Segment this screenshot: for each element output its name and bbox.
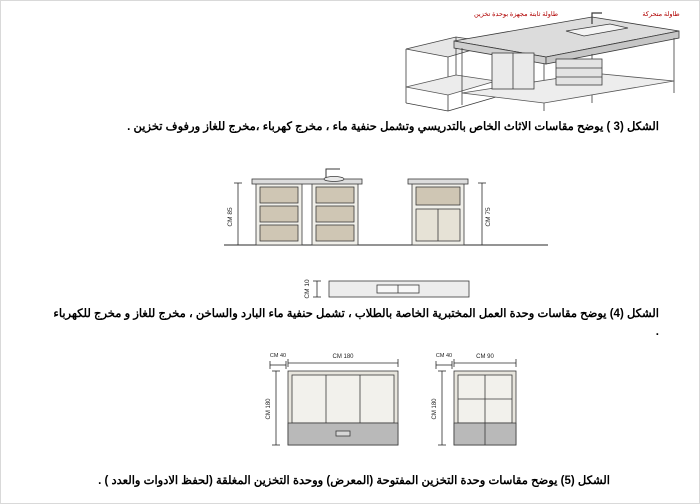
figure-5-left-depth-label: 40 CM: [269, 353, 287, 359]
figure-4-right-height-label: 75 CM: [485, 207, 492, 227]
figure-5-left-height-label: 180 CM: [266, 398, 272, 420]
figure-5-right-width-label: 90 CM: [476, 354, 494, 360]
figure-5-caption: [49, 473, 659, 491]
figure-5-svg: [246, 349, 546, 467]
figure-4-svg: [216, 161, 556, 271]
figure-5-illustration: [246, 349, 546, 467]
figure-4-illustration: [216, 161, 556, 271]
figure-3-caption-text: الشكل (3 ) يوضح مقاسات الاثاث الخاص بالتدريسي وتشمل حنفية ماء ، مخرج كهرباء ،مخرج للغاز ورفوف تخزين .: [127, 121, 659, 133]
figure-4-caption-text: الشكل (4) يوضح مقاسات وحدة العمل المختبرية الخاصة بالطلاب ، تشمل حنفية ماء البارد والساخن ، مخرج للغاز و مخرج للكهرباء .: [53, 308, 659, 338]
figure-4-plan-svg: [281, 273, 511, 309]
figure-3-left-title: طاولة ثابتة مجهزة بوحدة تخزين: [473, 11, 559, 18]
figure-3-caption: [49, 119, 659, 137]
figure-3-right-title: طاولة متحركة: [642, 11, 680, 18]
figure-5-caption-text: الشكل (5) يوضح مقاسات وحدة التخزين المفتوحة (المعرض) ووحدة التخزين المغلقة (لحفظ الادوات والعدد ) .: [98, 475, 610, 487]
figure-4-plan-bar: [281, 273, 511, 309]
figure-4-bar-height-label: 10 CM: [304, 279, 311, 299]
figure-5-left-width-label: 180 CM: [332, 354, 354, 360]
figure-4-left-height-label: 85 CM: [227, 207, 234, 227]
figure-5-right-height-label: 180 CM: [432, 398, 438, 420]
figure-3-illustration: [396, 7, 691, 115]
figure-4-caption: [49, 306, 659, 342]
figure-3-svg: [396, 7, 691, 115]
figure-5-right-depth-label: 40 CM: [435, 353, 453, 359]
